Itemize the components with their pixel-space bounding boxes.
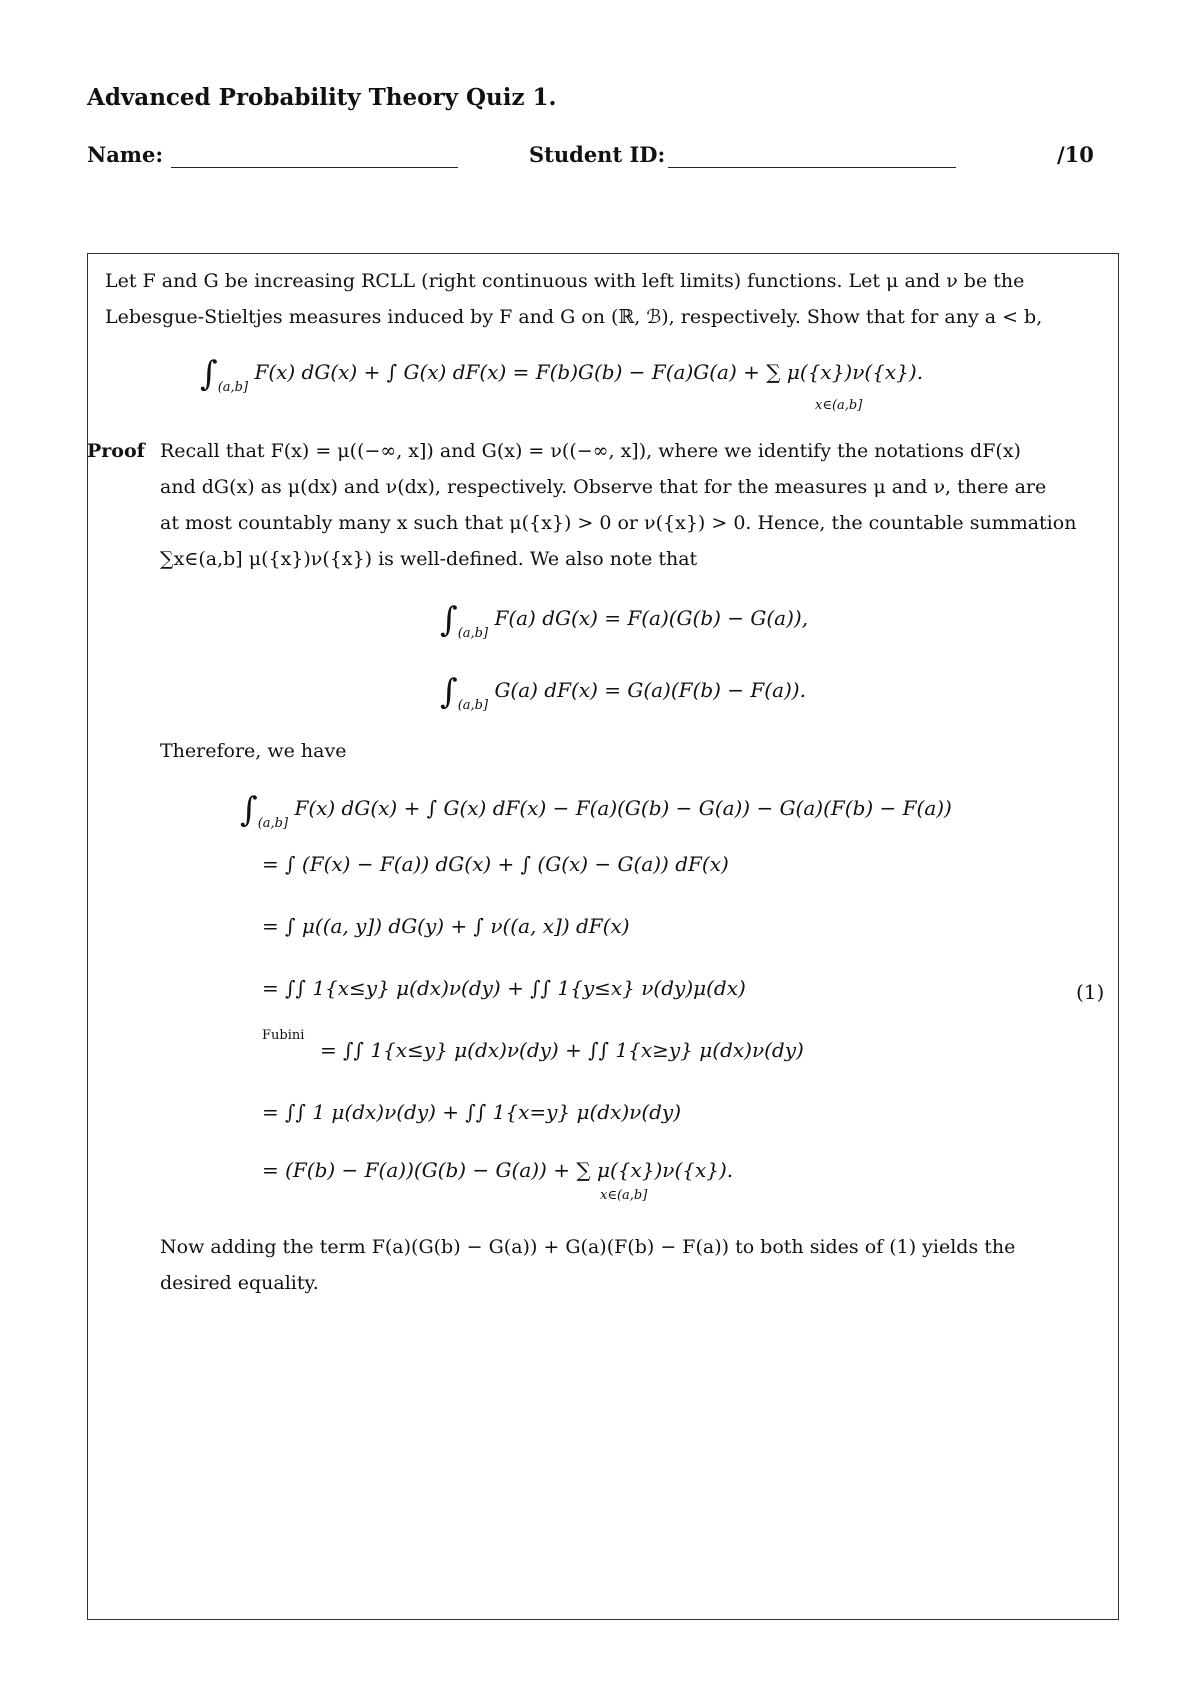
quiz-title: Advanced Probability Theory Quiz 1. — [87, 84, 557, 111]
student-id-label: Student ID: — [529, 142, 666, 167]
header-fields — [87, 142, 1097, 176]
name-label: Name: — [87, 142, 164, 167]
derivation-line-4: = ∫∫ 1{x≤y} μ(dx)ν(dy) + ∫∫ 1{x≥y} μ(dx)ν(dy) — [320, 1038, 804, 1062]
score-label: /10 — [1057, 142, 1094, 167]
equation-number: (1) — [1076, 980, 1105, 1004]
fubini-label: Fubini — [262, 1028, 305, 1043]
derivation-line-6: = (F(b) − F(a))(G(b) − G(a)) + ∑ μ({x})ν({x}). — [262, 1158, 734, 1182]
proof-label: Proof — [87, 440, 145, 462]
equation-a: $\int_{(a,b]}$ F(a) dG(x) = F(a)(G(b) − G(a)), — [440, 600, 809, 641]
derivation-line-3: = ∫∫ 1{x≤y} μ(dx)ν(dy) + ∫∫ 1{y≤x} ν(dy)μ(dx) — [262, 976, 746, 1000]
problem-line-2: Lebesgue-Stieltjes measures induced by F and G on (ℝ, ℬ), respectively. Show that for any a < b, — [105, 306, 1043, 328]
conclusion-line-2: desired equality. — [160, 1272, 319, 1294]
therefore-text: Therefore, we have — [160, 740, 347, 762]
problem-line-1: Let F and G be increasing RCLL (right continuous with left limits) functions. Let μ and ν be the — [105, 270, 1025, 292]
proof-line-4: ∑x∈(a,b] μ({x})ν({x}) is well-defined. We also note that — [160, 548, 698, 570]
derivation-sum-subscript: x∈(a,b] — [600, 1188, 648, 1203]
main-equation: $\int_{(a,b]}$ F(x) dG(x) + ∫ G(x) dF(x) = F(b)G(b) − F(a)G(a) + ∑ μ({x})ν({x}). — [200, 354, 924, 395]
proof-line-2: and dG(x) as μ(dx) and ν(dx), respectively. Observe that for the measures μ and ν, there are — [160, 476, 1047, 498]
student-id-field[interactable] — [668, 167, 956, 168]
proof-line-1: Recall that F(x) = μ((−∞, x]) and G(x) = ν((−∞, x]), where we identify the notations dF(x) — [160, 440, 1021, 462]
equation-b: $\int_{(a,b]}$ G(a) dF(x) = G(a)(F(b) − F(a)). — [440, 672, 806, 713]
proof-line-3: at most countably many x such that μ({x}) > 0 or ν({x}) > 0. Hence, the countable summation — [160, 512, 1077, 534]
main-equation-sum-subscript: x∈(a,b] — [815, 398, 863, 413]
derivation-line-5: = ∫∫ 1 μ(dx)ν(dy) + ∫∫ 1{x=y} μ(dx)ν(dy) — [262, 1100, 682, 1124]
name-field[interactable] — [171, 167, 458, 168]
conclusion-line-1: Now adding the term F(a)(G(b) − G(a)) + G(a)(F(b) − F(a)) to both sides of (1) yields the — [160, 1236, 1016, 1258]
derivation-line-2: = ∫ μ((a, y]) dG(y) + ∫ ν((a, x]) dF(x) — [262, 914, 630, 938]
derivation-line-0: $\int_{(a,b]}$ F(x) dG(x) + ∫ G(x) dF(x) − F(a)(G(b) − G(a)) − G(a)(F(b) − F(a)) — [240, 790, 952, 831]
derivation-line-1: = ∫ (F(x) − F(a)) dG(x) + ∫ (G(x) − G(a)) dF(x) — [262, 852, 729, 876]
